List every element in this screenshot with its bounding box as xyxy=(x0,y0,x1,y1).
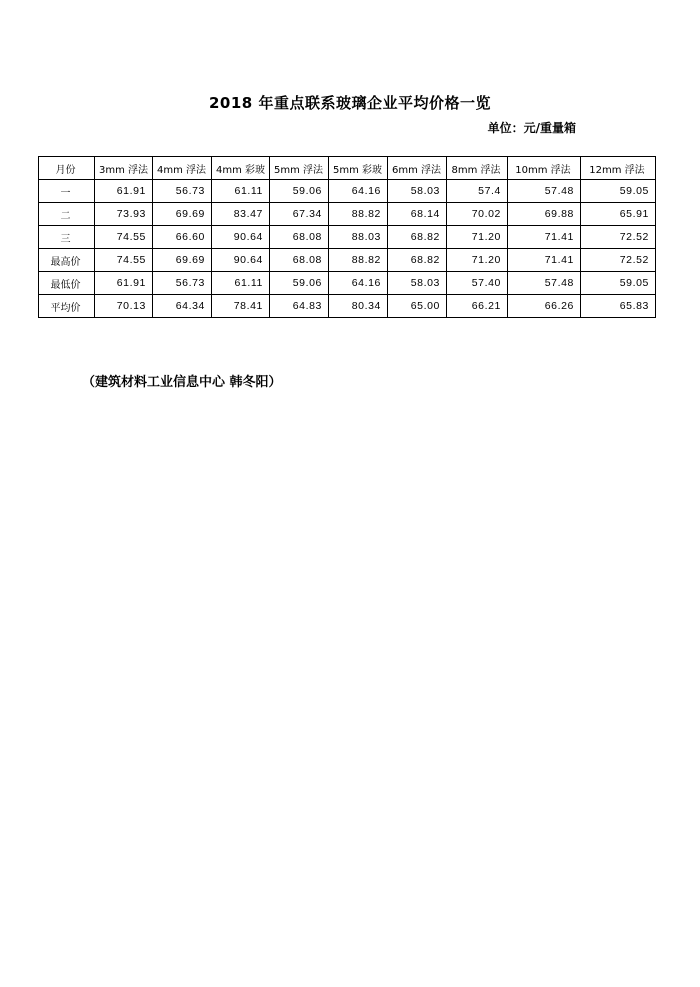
source-attribution: （建筑材料工业信息中心 韩冬阳） xyxy=(82,375,282,390)
price-cell: 66.60 xyxy=(153,226,212,249)
price-cell: 65.83 xyxy=(581,295,656,318)
price-cell: 80.34 xyxy=(329,295,388,318)
header-cell: 5mm 彩玻 xyxy=(329,157,388,180)
price-cell: 56.73 xyxy=(153,180,212,203)
price-cell: 57.4 xyxy=(447,180,508,203)
row-label: 一 xyxy=(39,180,95,203)
price-cell: 70.02 xyxy=(447,203,508,226)
price-cell: 58.03 xyxy=(388,272,447,295)
header-cell: 4mm 浮法 xyxy=(153,157,212,180)
table-row xyxy=(39,272,656,295)
table-row xyxy=(39,295,656,318)
price-cell: 71.41 xyxy=(508,226,581,249)
header-month: 月份 xyxy=(39,157,95,180)
price-cell: 72.52 xyxy=(581,249,656,272)
price-cell: 69.88 xyxy=(508,203,581,226)
price-cell: 88.03 xyxy=(329,226,388,249)
price-cell: 68.08 xyxy=(270,249,329,272)
price-cell: 64.16 xyxy=(329,180,388,203)
price-cell: 68.14 xyxy=(388,203,447,226)
price-cell: 72.52 xyxy=(581,226,656,249)
header-cell: 5mm 浮法 xyxy=(270,157,329,180)
price-cell: 65.91 xyxy=(581,203,656,226)
price-cell: 74.55 xyxy=(95,249,153,272)
unit-label: 单位：元/重量箱 xyxy=(487,121,576,135)
price-cell: 69.69 xyxy=(153,249,212,272)
header-cell: 6mm 浮法 xyxy=(388,157,447,180)
row-label: 三 xyxy=(39,226,95,249)
row-label: 平均价 xyxy=(39,295,95,318)
header-cell: 10mm 浮法 xyxy=(508,157,581,180)
table-row xyxy=(39,249,656,272)
price-cell: 68.82 xyxy=(388,249,447,272)
price-cell: 90.64 xyxy=(212,249,270,272)
price-cell: 88.82 xyxy=(329,249,388,272)
price-cell: 71.41 xyxy=(508,249,581,272)
price-cell: 73.93 xyxy=(95,203,153,226)
row-label: 二 xyxy=(39,203,95,226)
header-cell: 8mm 浮法 xyxy=(447,157,508,180)
price-cell: 68.08 xyxy=(270,226,329,249)
table-row xyxy=(39,203,656,226)
price-cell: 67.34 xyxy=(270,203,329,226)
price-cell: 59.06 xyxy=(270,272,329,295)
price-cell: 61.91 xyxy=(95,272,153,295)
price-cell: 83.47 xyxy=(212,203,270,226)
price-cell: 57.48 xyxy=(508,180,581,203)
price-cell: 74.55 xyxy=(95,226,153,249)
price-cell: 57.48 xyxy=(508,272,581,295)
price-cell: 59.05 xyxy=(581,272,656,295)
price-cell: 61.11 xyxy=(212,180,270,203)
header-cell: 4mm 彩玻 xyxy=(212,157,270,180)
price-cell: 56.73 xyxy=(153,272,212,295)
table-row xyxy=(39,180,656,203)
row-label: 最低价 xyxy=(39,272,95,295)
price-cell: 69.69 xyxy=(153,203,212,226)
price-cell: 61.91 xyxy=(95,180,153,203)
price-cell: 88.82 xyxy=(329,203,388,226)
header-cell: 12mm 浮法 xyxy=(581,157,656,180)
price-cell: 61.11 xyxy=(212,272,270,295)
price-cell: 71.20 xyxy=(447,249,508,272)
price-cell: 64.34 xyxy=(153,295,212,318)
price-cell: 90.64 xyxy=(212,226,270,249)
price-cell: 58.03 xyxy=(388,180,447,203)
row-label: 最高价 xyxy=(39,249,95,272)
price-cell: 57.40 xyxy=(447,272,508,295)
price-cell: 64.16 xyxy=(329,272,388,295)
price-cell: 68.82 xyxy=(388,226,447,249)
price-cell: 65.00 xyxy=(388,295,447,318)
price-cell: 59.05 xyxy=(581,180,656,203)
document-title: 2018 年重点联系玻璃企业平均价格一览 xyxy=(209,94,491,112)
price-cell: 71.20 xyxy=(447,226,508,249)
price-table-body xyxy=(39,157,656,318)
price-cell: 64.83 xyxy=(270,295,329,318)
header-cell: 3mm 浮法 xyxy=(95,157,153,180)
price-table xyxy=(38,156,656,318)
price-cell: 59.06 xyxy=(270,180,329,203)
price-cell: 70.13 xyxy=(95,295,153,318)
price-cell: 66.26 xyxy=(508,295,581,318)
price-cell: 66.21 xyxy=(447,295,508,318)
table-row xyxy=(39,226,656,249)
table-header-row xyxy=(39,157,656,180)
price-cell: 78.41 xyxy=(212,295,270,318)
